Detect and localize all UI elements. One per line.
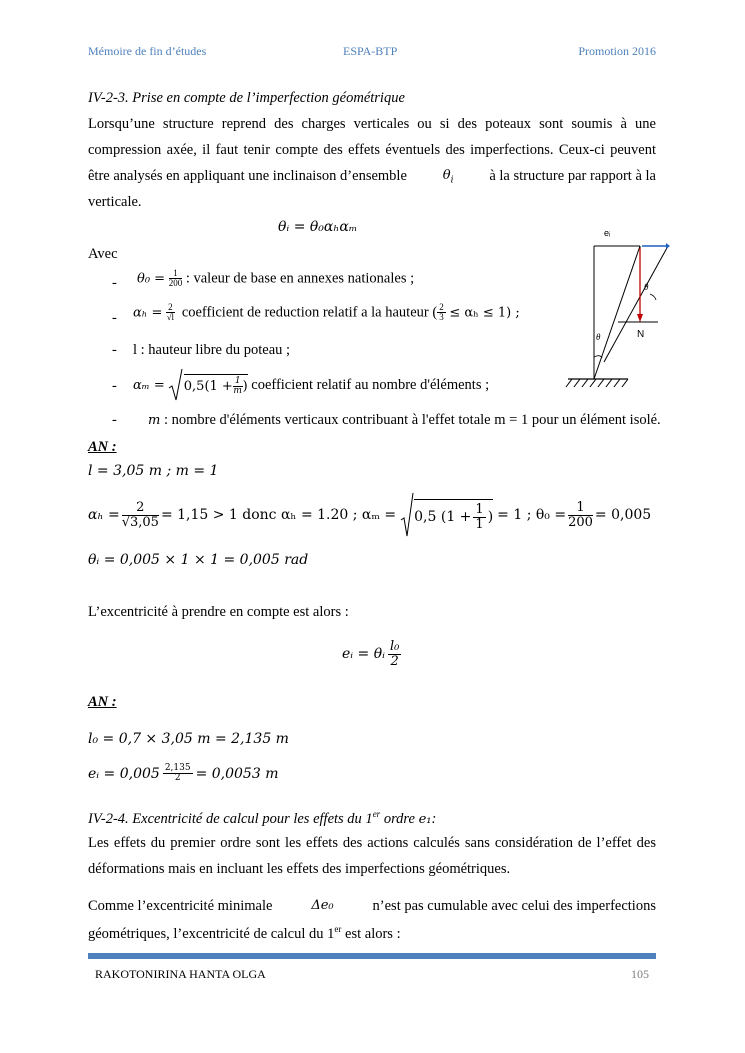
s2-para2-sup: er: [334, 924, 342, 934]
ground-hatch: [566, 379, 628, 387]
item2-symbol: αₕ =: [133, 305, 163, 321]
exc-num: l₀: [389, 639, 400, 654]
an1-am-b: ): [487, 509, 494, 525]
s2-para1-line2: déformations mais en incluant les effets des imperfections géométriques.: [88, 861, 511, 877]
an2-ei-right: = 0,0053 m: [195, 765, 279, 782]
s2-para1-line1: Les effets du premier ordre sont les effets des actions calculés sans considération de l’effet des: [88, 835, 656, 851]
label-theta-top: θ: [644, 282, 649, 292]
item5-text: : nombre d'éléments verticaux contribuant à l'effet totale m = 1 pour un élément isolé.: [163, 412, 661, 428]
item1-text: : valeur de base en annexes nationales ;: [185, 270, 415, 287]
an1-t0-den: 200: [568, 514, 593, 530]
s2-para2-line1: [88, 898, 656, 915]
list-item-alpha-h: [133, 303, 520, 323]
item2-cond-fraction: [437, 303, 446, 323]
paragraph-line-1: Lorsqu’une structure reprend des charges verticales ou si des poteaux sont soumis à une: [88, 116, 656, 132]
list-dash: -: [112, 310, 117, 326]
an1-am-a: 0,5 (1 +: [414, 509, 472, 525]
header-center: ESPA-BTP: [343, 44, 398, 58]
list-item-alpha-m: [133, 368, 489, 402]
s2-title-sym: e₁: [418, 811, 432, 827]
s2-para2-sym: Δe₀: [311, 898, 334, 913]
item4-inner-a: 0,5(1 +: [183, 379, 233, 394]
an1-am-right: = 1 ; θ₀ =: [497, 507, 567, 523]
excentricite-formula: [342, 640, 401, 668]
theta-symbol: θ: [442, 168, 451, 183]
an1-ah-fraction: [122, 501, 159, 529]
an1-t0-right: = 0,005: [594, 507, 652, 523]
item1-den: 200: [168, 278, 183, 289]
item1-symbol: θ₀ =: [137, 271, 166, 287]
an1-radicand: [414, 499, 493, 531]
avec-label: Avec: [88, 246, 118, 262]
an1-am-fraction: [473, 503, 485, 531]
item2-text: coefficient de reduction relatif a la hauteur (: [181, 304, 438, 321]
list-item-l: l : hauteur libre du poteau ;: [133, 342, 291, 358]
an1-alpha-line: [88, 492, 651, 538]
label-theta-bottom: θ: [596, 332, 601, 342]
s2-para2-b: n’est pas cumulable avec celui des imperfections: [372, 898, 656, 914]
angle-arc-top: [650, 294, 656, 300]
an1-ah-right: = 1,15 > 1 donc αₕ = 1.20 ; αₘ =: [160, 507, 397, 523]
s2-para2-a: Comme l’excentricité minimale: [88, 898, 273, 914]
list-dash: -: [112, 275, 117, 291]
exc-left: eᵢ = θᵢ: [342, 646, 385, 663]
label-e: eᵢ: [604, 228, 611, 238]
an2-ei-den: 2: [174, 773, 181, 784]
footer-author: RAKOTONIRINA HANTA OLGA: [95, 967, 266, 981]
s2-para2-l2a: géométriques, l’excentricité de calcul du 1: [88, 925, 335, 942]
paragraph-line-4: verticale.: [88, 194, 142, 210]
an1-ah-left: αₕ =: [88, 507, 120, 523]
inclined-column-left: [594, 246, 640, 379]
s2-title-c: :: [431, 810, 437, 827]
an2-ei-num: 2,135: [164, 763, 191, 773]
item4-inner-b: ): [242, 379, 248, 394]
list-dash: -: [112, 412, 117, 428]
sqrt-sign: [168, 368, 184, 402]
paragraph-line-2: compression axée, il faut tenir compte des effets éventuels des imperfections. Ceux-ci peuvent: [88, 142, 656, 158]
item4-fraction: [233, 377, 243, 397]
an1-am-num: 1: [475, 501, 484, 517]
item4-den: m: [233, 386, 242, 396]
list-dash: -: [112, 378, 117, 394]
theta-sub: i: [450, 175, 454, 186]
item2-cond-num: 2: [439, 302, 444, 312]
item2-den: √l: [166, 312, 175, 323]
an1-ah-num: 2: [122, 501, 159, 516]
exc-fraction: [388, 640, 401, 668]
an2-ei-fraction: [163, 764, 193, 784]
an1-line1: l = 3,05 m ; m = 1: [88, 463, 219, 479]
item4-radicand: [184, 374, 248, 397]
section-title-excentricite-calcul: [88, 809, 436, 828]
s2-title-b: ordre: [383, 810, 415, 827]
an-label-2: AN :: [88, 694, 117, 710]
angle-arc-bottom: [594, 356, 602, 358]
an2-ei-left: eᵢ = 0,005: [88, 765, 160, 782]
item4-num: 1: [234, 375, 241, 386]
an1-t0-num: 1: [568, 501, 593, 516]
an1-sqrt-sign: [400, 492, 414, 538]
header-left: Mémoire de fin d’études: [88, 44, 207, 58]
formula-theta-i: θᵢ = θ₀αₕαₘ: [278, 219, 358, 235]
list-item-m: [148, 412, 661, 429]
an2-ei-line: [88, 764, 278, 784]
item5-symbol: m: [148, 413, 161, 428]
eccentricity-arrow-head: [666, 243, 670, 249]
item2-cond-den: 3: [439, 312, 444, 323]
s2-title-sup: er: [372, 809, 381, 819]
exc-den: 2: [390, 653, 399, 669]
label-N: N: [637, 329, 645, 340]
paragraph-line-3-b: à la structure par rapport à la: [489, 168, 656, 184]
s2-title-a: IV-2-4. Excentricité de calcul pour les effets du 1: [88, 810, 373, 827]
footer-page-number: 105: [631, 967, 649, 981]
item2-num: 2: [168, 302, 173, 312]
excentricite-intro: L’excentricité à prendre en compte est alors :: [88, 604, 349, 620]
s2-para2-l2b: est alors :: [345, 925, 401, 942]
list-dash: -: [112, 342, 117, 358]
s2-para2-line2: [88, 924, 401, 943]
paragraph-line-3-a: être analysés en appliquant une inclinaison d’ensemble: [88, 168, 407, 184]
column-imperfection-diagram: [560, 222, 675, 392]
item1-num: 1: [169, 269, 183, 279]
item1-fraction: [169, 269, 183, 289]
an1-am-den: 1: [475, 516, 484, 532]
an1-ah-den: √3,05: [121, 514, 159, 530]
item2-cond: ≤ αₕ ≤ 1) ;: [449, 305, 520, 321]
an2-l0-line: l₀ = 0,7 × 3,05 m = 2,135 m: [88, 731, 289, 747]
an1-t0-fraction: [568, 501, 593, 529]
header-right: Promotion 2016: [578, 44, 656, 58]
footer-rule: [88, 953, 656, 959]
an-label-1: AN :: [88, 439, 117, 455]
paragraph-line-3: [88, 168, 656, 186]
section-title-imperfection: IV-2-3. Prise en compte de l’imperfection géométrique: [88, 90, 405, 106]
item2-fraction: [166, 303, 175, 323]
theta-i-symbol: [443, 168, 454, 186]
list-item-theta0: [137, 269, 414, 289]
inclined-column-right: [604, 246, 668, 362]
load-arrow-head: [637, 314, 643, 322]
item4-text: coefficient relatif au nombre d'éléments ;: [251, 376, 490, 393]
item4-symbol: αₘ =: [133, 377, 165, 393]
an1-theta-line: θᵢ = 0,005 × 1 × 1 = 0,005 rad: [88, 552, 309, 568]
